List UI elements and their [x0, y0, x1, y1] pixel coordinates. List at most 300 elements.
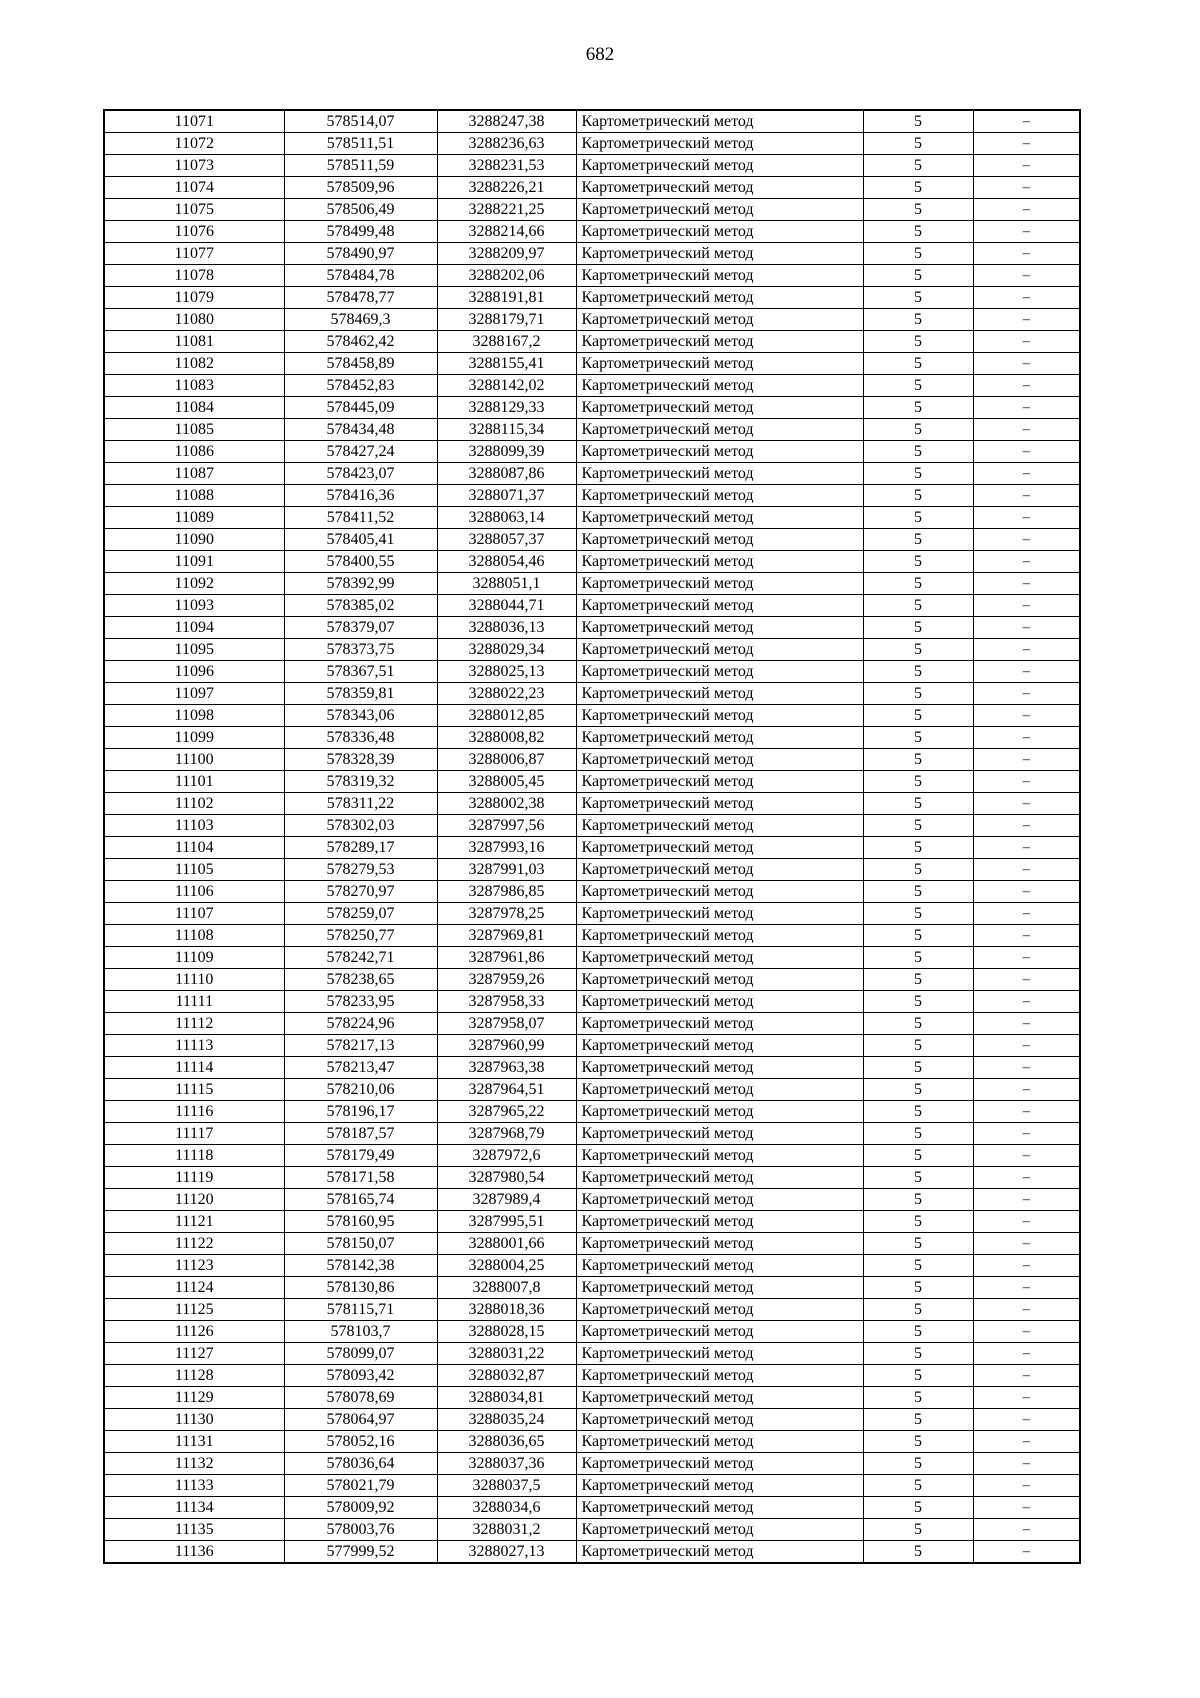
y-coordinate-cell: 3288071,37	[437, 485, 576, 507]
point-number-cell: 11133	[104, 1475, 284, 1497]
table-row	[104, 397, 1080, 419]
table-row	[104, 1255, 1080, 1277]
accuracy-cell: 5	[863, 309, 973, 331]
x-coordinate-cell: 578150,07	[284, 1233, 437, 1255]
point-number-cell: 11120	[104, 1189, 284, 1211]
point-number-cell: 11081	[104, 331, 284, 353]
accuracy-cell: 5	[863, 133, 973, 155]
method-cell: Картометрический метод	[576, 309, 863, 331]
table-row	[104, 1211, 1080, 1233]
x-coordinate-cell: 578462,42	[284, 331, 437, 353]
point-number-cell: 11086	[104, 441, 284, 463]
table-row	[104, 903, 1080, 925]
description-cell: –	[973, 133, 1080, 155]
method-cell: Картометрический метод	[576, 1079, 863, 1101]
description-cell: –	[973, 265, 1080, 287]
y-coordinate-cell: 3287989,4	[437, 1189, 576, 1211]
table-row	[104, 859, 1080, 881]
accuracy-cell: 5	[863, 1519, 973, 1541]
description-cell: –	[973, 221, 1080, 243]
point-number-cell: 11094	[104, 617, 284, 639]
x-coordinate-cell: 578036,64	[284, 1453, 437, 1475]
x-coordinate-cell: 578392,99	[284, 573, 437, 595]
method-cell: Картометрический метод	[576, 1233, 863, 1255]
point-number-cell: 11074	[104, 177, 284, 199]
description-cell: –	[973, 331, 1080, 353]
x-coordinate-cell: 578319,32	[284, 771, 437, 793]
accuracy-cell: 5	[863, 1453, 973, 1475]
accuracy-cell: 5	[863, 661, 973, 683]
accuracy-cell: 5	[863, 1431, 973, 1453]
x-coordinate-cell: 578445,09	[284, 397, 437, 419]
point-number-cell: 11079	[104, 287, 284, 309]
point-number-cell: 11127	[104, 1343, 284, 1365]
method-cell: Картометрический метод	[576, 221, 863, 243]
accuracy-cell: 5	[863, 1409, 973, 1431]
method-cell: Картометрический метод	[576, 375, 863, 397]
description-cell: –	[973, 859, 1080, 881]
method-cell: Картометрический метод	[576, 353, 863, 375]
accuracy-cell: 5	[863, 243, 973, 265]
table-row	[104, 1321, 1080, 1343]
accuracy-cell: 5	[863, 155, 973, 177]
x-coordinate-cell: 578009,92	[284, 1497, 437, 1519]
accuracy-cell: 5	[863, 199, 973, 221]
y-coordinate-cell: 3288155,41	[437, 353, 576, 375]
point-number-cell: 11080	[104, 309, 284, 331]
accuracy-cell: 5	[863, 1343, 973, 1365]
description-cell: –	[973, 1167, 1080, 1189]
point-number-cell: 11135	[104, 1519, 284, 1541]
method-cell: Картометрический метод	[576, 749, 863, 771]
accuracy-cell: 5	[863, 705, 973, 727]
accuracy-cell: 5	[863, 177, 973, 199]
y-coordinate-cell: 3287968,79	[437, 1123, 576, 1145]
method-cell: Картометрический метод	[576, 1431, 863, 1453]
x-coordinate-cell: 578238,65	[284, 969, 437, 991]
table-row	[104, 221, 1080, 243]
accuracy-cell: 5	[863, 837, 973, 859]
method-cell: Картометрический метод	[576, 485, 863, 507]
description-cell: –	[973, 375, 1080, 397]
table-row	[104, 265, 1080, 287]
y-coordinate-cell: 3288018,36	[437, 1299, 576, 1321]
table-row	[104, 925, 1080, 947]
description-cell: –	[973, 573, 1080, 595]
method-cell: Картометрический метод	[576, 617, 863, 639]
point-number-cell: 11076	[104, 221, 284, 243]
point-number-cell: 11105	[104, 859, 284, 881]
x-coordinate-cell: 578373,75	[284, 639, 437, 661]
point-number-cell: 11119	[104, 1167, 284, 1189]
accuracy-cell: 5	[863, 221, 973, 243]
method-cell: Картометрический метод	[576, 881, 863, 903]
table-row	[104, 1101, 1080, 1123]
table-row	[104, 1431, 1080, 1453]
point-number-cell: 11099	[104, 727, 284, 749]
method-cell: Картометрический метод	[576, 507, 863, 529]
accuracy-cell: 5	[863, 1321, 973, 1343]
description-cell: –	[973, 1431, 1080, 1453]
y-coordinate-cell: 3288191,81	[437, 287, 576, 309]
accuracy-cell: 5	[863, 331, 973, 353]
y-coordinate-cell: 3287980,54	[437, 1167, 576, 1189]
y-coordinate-cell: 3287958,07	[437, 1013, 576, 1035]
point-number-cell: 11077	[104, 243, 284, 265]
y-coordinate-cell: 3288006,87	[437, 749, 576, 771]
description-cell: –	[973, 1519, 1080, 1541]
table-row	[104, 661, 1080, 683]
y-coordinate-cell: 3287963,38	[437, 1057, 576, 1079]
accuracy-cell: 5	[863, 1277, 973, 1299]
point-number-cell: 11091	[104, 551, 284, 573]
point-number-cell: 11078	[104, 265, 284, 287]
point-number-cell: 11130	[104, 1409, 284, 1431]
table-row	[104, 727, 1080, 749]
method-cell: Картометрический метод	[576, 1211, 863, 1233]
y-coordinate-cell: 3288057,37	[437, 529, 576, 551]
y-coordinate-cell: 3287978,25	[437, 903, 576, 925]
accuracy-cell: 5	[863, 749, 973, 771]
table-row	[104, 683, 1080, 705]
method-cell: Картометрический метод	[576, 947, 863, 969]
accuracy-cell: 5	[863, 573, 973, 595]
description-cell: –	[973, 947, 1080, 969]
table-row	[104, 1145, 1080, 1167]
x-coordinate-cell: 578115,71	[284, 1299, 437, 1321]
x-coordinate-cell: 578279,53	[284, 859, 437, 881]
method-cell: Картометрический метод	[576, 1541, 863, 1564]
accuracy-cell: 5	[863, 1035, 973, 1057]
method-cell: Картометрический метод	[576, 1255, 863, 1277]
point-number-cell: 11122	[104, 1233, 284, 1255]
x-coordinate-cell: 578103,7	[284, 1321, 437, 1343]
y-coordinate-cell: 3288115,34	[437, 419, 576, 441]
description-cell: –	[973, 815, 1080, 837]
accuracy-cell: 5	[863, 815, 973, 837]
description-cell: –	[973, 1123, 1080, 1145]
table-row	[104, 1409, 1080, 1431]
y-coordinate-cell: 3287986,85	[437, 881, 576, 903]
table-row	[104, 1387, 1080, 1409]
y-coordinate-cell: 3287972,6	[437, 1145, 576, 1167]
x-coordinate-cell: 578484,78	[284, 265, 437, 287]
method-cell: Картометрический метод	[576, 155, 863, 177]
accuracy-cell: 5	[863, 1497, 973, 1519]
y-coordinate-cell: 3288027,13	[437, 1541, 576, 1564]
point-number-cell: 11104	[104, 837, 284, 859]
table-row	[104, 1299, 1080, 1321]
y-coordinate-cell: 3288025,13	[437, 661, 576, 683]
method-cell: Картометрический метод	[576, 397, 863, 419]
point-number-cell: 11109	[104, 947, 284, 969]
table-row	[104, 837, 1080, 859]
table-row	[104, 1365, 1080, 1387]
description-cell: –	[973, 243, 1080, 265]
description-cell: –	[973, 1321, 1080, 1343]
accuracy-cell: 5	[863, 1101, 973, 1123]
method-cell: Картометрический метод	[576, 243, 863, 265]
method-cell: Картометрический метод	[576, 1409, 863, 1431]
x-coordinate-cell: 578171,58	[284, 1167, 437, 1189]
table-row	[104, 639, 1080, 661]
x-coordinate-cell: 578336,48	[284, 727, 437, 749]
description-cell: –	[973, 177, 1080, 199]
table-row	[104, 815, 1080, 837]
point-number-cell: 11118	[104, 1145, 284, 1167]
accuracy-cell: 5	[863, 287, 973, 309]
method-cell: Картометрический метод	[576, 1387, 863, 1409]
accuracy-cell: 5	[863, 1365, 973, 1387]
y-coordinate-cell: 3287965,22	[437, 1101, 576, 1123]
x-coordinate-cell: 578217,13	[284, 1035, 437, 1057]
point-number-cell: 11073	[104, 155, 284, 177]
x-coordinate-cell: 578385,02	[284, 595, 437, 617]
y-coordinate-cell: 3288231,53	[437, 155, 576, 177]
accuracy-cell: 5	[863, 969, 973, 991]
point-number-cell: 11098	[104, 705, 284, 727]
method-cell: Картометрический метод	[576, 991, 863, 1013]
point-number-cell: 11071	[104, 110, 284, 133]
table-row	[104, 771, 1080, 793]
y-coordinate-cell: 3287995,51	[437, 1211, 576, 1233]
point-number-cell: 11089	[104, 507, 284, 529]
y-coordinate-cell: 3288226,21	[437, 177, 576, 199]
description-cell: –	[973, 1299, 1080, 1321]
description-cell: –	[973, 1387, 1080, 1409]
table-row	[104, 1035, 1080, 1057]
point-number-cell: 11129	[104, 1387, 284, 1409]
method-cell: Картометрический метод	[576, 793, 863, 815]
method-cell: Картометрический метод	[576, 463, 863, 485]
y-coordinate-cell: 3288036,65	[437, 1431, 576, 1453]
method-cell: Картометрический метод	[576, 1519, 863, 1541]
accuracy-cell: 5	[863, 1387, 973, 1409]
x-coordinate-cell: 578078,69	[284, 1387, 437, 1409]
description-cell: –	[973, 397, 1080, 419]
x-coordinate-cell: 578328,39	[284, 749, 437, 771]
accuracy-cell: 5	[863, 397, 973, 419]
x-coordinate-cell: 578259,07	[284, 903, 437, 925]
x-coordinate-cell: 578213,47	[284, 1057, 437, 1079]
y-coordinate-cell: 3288202,06	[437, 265, 576, 287]
accuracy-cell: 5	[863, 881, 973, 903]
table-row	[104, 110, 1080, 133]
x-coordinate-cell: 578367,51	[284, 661, 437, 683]
point-number-cell: 11108	[104, 925, 284, 947]
accuracy-cell: 5	[863, 529, 973, 551]
point-number-cell: 11107	[104, 903, 284, 925]
x-coordinate-cell: 578052,16	[284, 1431, 437, 1453]
description-cell: –	[973, 463, 1080, 485]
description-cell: –	[973, 991, 1080, 1013]
description-cell: –	[973, 683, 1080, 705]
x-coordinate-cell: 578490,97	[284, 243, 437, 265]
x-coordinate-cell: 578514,07	[284, 110, 437, 133]
description-cell: –	[973, 1409, 1080, 1431]
table-row	[104, 793, 1080, 815]
y-coordinate-cell: 3288031,2	[437, 1519, 576, 1541]
table-row	[104, 617, 1080, 639]
description-cell: –	[973, 1013, 1080, 1035]
y-coordinate-cell: 3288051,1	[437, 573, 576, 595]
point-number-cell: 11110	[104, 969, 284, 991]
description-cell: –	[973, 1079, 1080, 1101]
y-coordinate-cell: 3287997,56	[437, 815, 576, 837]
point-number-cell: 11095	[104, 639, 284, 661]
point-number-cell: 11121	[104, 1211, 284, 1233]
accuracy-cell: 5	[863, 683, 973, 705]
y-coordinate-cell: 3288008,82	[437, 727, 576, 749]
y-coordinate-cell: 3288063,14	[437, 507, 576, 529]
table-row	[104, 199, 1080, 221]
point-number-cell: 11134	[104, 1497, 284, 1519]
x-coordinate-cell: 578210,06	[284, 1079, 437, 1101]
accuracy-cell: 5	[863, 1167, 973, 1189]
point-number-cell: 11112	[104, 1013, 284, 1035]
x-coordinate-cell: 578142,38	[284, 1255, 437, 1277]
x-coordinate-cell: 578270,97	[284, 881, 437, 903]
y-coordinate-cell: 3287964,51	[437, 1079, 576, 1101]
accuracy-cell: 5	[863, 265, 973, 287]
x-coordinate-cell: 578224,96	[284, 1013, 437, 1035]
x-coordinate-cell: 578478,77	[284, 287, 437, 309]
y-coordinate-cell: 3288002,38	[437, 793, 576, 815]
method-cell: Картометрический метод	[576, 661, 863, 683]
point-number-cell: 11083	[104, 375, 284, 397]
description-cell: –	[973, 1365, 1080, 1387]
accuracy-cell: 5	[863, 1123, 973, 1145]
table-row	[104, 1057, 1080, 1079]
table-row	[104, 1013, 1080, 1035]
description-cell: –	[973, 1211, 1080, 1233]
description-cell: –	[973, 595, 1080, 617]
description-cell: –	[973, 881, 1080, 903]
table-row	[104, 287, 1080, 309]
table-row	[104, 1519, 1080, 1541]
y-coordinate-cell: 3288179,71	[437, 309, 576, 331]
table-row	[104, 1475, 1080, 1497]
x-coordinate-cell: 578250,77	[284, 925, 437, 947]
method-cell: Картометрический метод	[576, 1343, 863, 1365]
accuracy-cell: 5	[863, 507, 973, 529]
x-coordinate-cell: 578423,07	[284, 463, 437, 485]
accuracy-cell: 5	[863, 463, 973, 485]
x-coordinate-cell: 578359,81	[284, 683, 437, 705]
accuracy-cell: 5	[863, 991, 973, 1013]
table-row	[104, 573, 1080, 595]
table-row	[104, 969, 1080, 991]
x-coordinate-cell: 578242,71	[284, 947, 437, 969]
description-cell: –	[973, 1343, 1080, 1365]
description-cell: –	[973, 1497, 1080, 1519]
x-coordinate-cell: 578003,76	[284, 1519, 437, 1541]
point-number-cell: 11075	[104, 199, 284, 221]
point-number-cell: 11088	[104, 485, 284, 507]
description-cell: –	[973, 507, 1080, 529]
accuracy-cell: 5	[863, 1211, 973, 1233]
x-coordinate-cell: 578511,51	[284, 133, 437, 155]
point-number-cell: 11123	[104, 1255, 284, 1277]
method-cell: Картометрический метод	[576, 1145, 863, 1167]
y-coordinate-cell: 3287991,03	[437, 859, 576, 881]
y-coordinate-cell: 3288012,85	[437, 705, 576, 727]
table-row	[104, 1453, 1080, 1475]
table-row	[104, 155, 1080, 177]
x-coordinate-cell: 578458,89	[284, 353, 437, 375]
y-coordinate-cell: 3288221,25	[437, 199, 576, 221]
point-number-cell: 11090	[104, 529, 284, 551]
table-row	[104, 507, 1080, 529]
method-cell: Картометрический метод	[576, 419, 863, 441]
x-coordinate-cell: 578165,74	[284, 1189, 437, 1211]
y-coordinate-cell: 3288037,5	[437, 1475, 576, 1497]
point-number-cell: 11096	[104, 661, 284, 683]
method-cell: Картометрический метод	[576, 177, 863, 199]
point-number-cell: 11087	[104, 463, 284, 485]
method-cell: Картометрический метод	[576, 110, 863, 133]
description-cell: –	[973, 903, 1080, 925]
y-coordinate-cell: 3288209,97	[437, 243, 576, 265]
coordinates-table	[103, 109, 1081, 1564]
method-cell: Картометрический метод	[576, 331, 863, 353]
table-row	[104, 375, 1080, 397]
description-cell: –	[973, 771, 1080, 793]
description-cell: –	[973, 617, 1080, 639]
description-cell: –	[973, 485, 1080, 507]
y-coordinate-cell: 3288001,66	[437, 1233, 576, 1255]
point-number-cell: 11097	[104, 683, 284, 705]
accuracy-cell: 5	[863, 551, 973, 573]
description-cell: –	[973, 727, 1080, 749]
accuracy-cell: 5	[863, 1233, 973, 1255]
point-number-cell: 11100	[104, 749, 284, 771]
point-number-cell: 11125	[104, 1299, 284, 1321]
accuracy-cell: 5	[863, 947, 973, 969]
method-cell: Картометрический метод	[576, 1057, 863, 1079]
method-cell: Картометрический метод	[576, 859, 863, 881]
x-coordinate-cell: 578233,95	[284, 991, 437, 1013]
description-cell: –	[973, 1145, 1080, 1167]
table-row	[104, 243, 1080, 265]
table-row	[104, 705, 1080, 727]
method-cell: Картометрический метод	[576, 287, 863, 309]
x-coordinate-cell: 578499,48	[284, 221, 437, 243]
table-row	[104, 1497, 1080, 1519]
accuracy-cell: 5	[863, 485, 973, 507]
x-coordinate-cell: 578130,86	[284, 1277, 437, 1299]
y-coordinate-cell: 3288037,36	[437, 1453, 576, 1475]
y-coordinate-cell: 3287969,81	[437, 925, 576, 947]
point-number-cell: 11126	[104, 1321, 284, 1343]
method-cell: Картометрический метод	[576, 1123, 863, 1145]
point-number-cell: 11084	[104, 397, 284, 419]
point-number-cell: 11115	[104, 1079, 284, 1101]
point-number-cell: 11101	[104, 771, 284, 793]
x-coordinate-cell: 578311,22	[284, 793, 437, 815]
description-cell: –	[973, 705, 1080, 727]
accuracy-cell: 5	[863, 793, 973, 815]
description-cell: –	[973, 419, 1080, 441]
method-cell: Картометрический метод	[576, 551, 863, 573]
accuracy-cell: 5	[863, 771, 973, 793]
method-cell: Картометрический метод	[576, 1299, 863, 1321]
point-number-cell: 11113	[104, 1035, 284, 1057]
table-row	[104, 463, 1080, 485]
table-row	[104, 133, 1080, 155]
point-number-cell: 11092	[104, 573, 284, 595]
y-coordinate-cell: 3287993,16	[437, 837, 576, 859]
